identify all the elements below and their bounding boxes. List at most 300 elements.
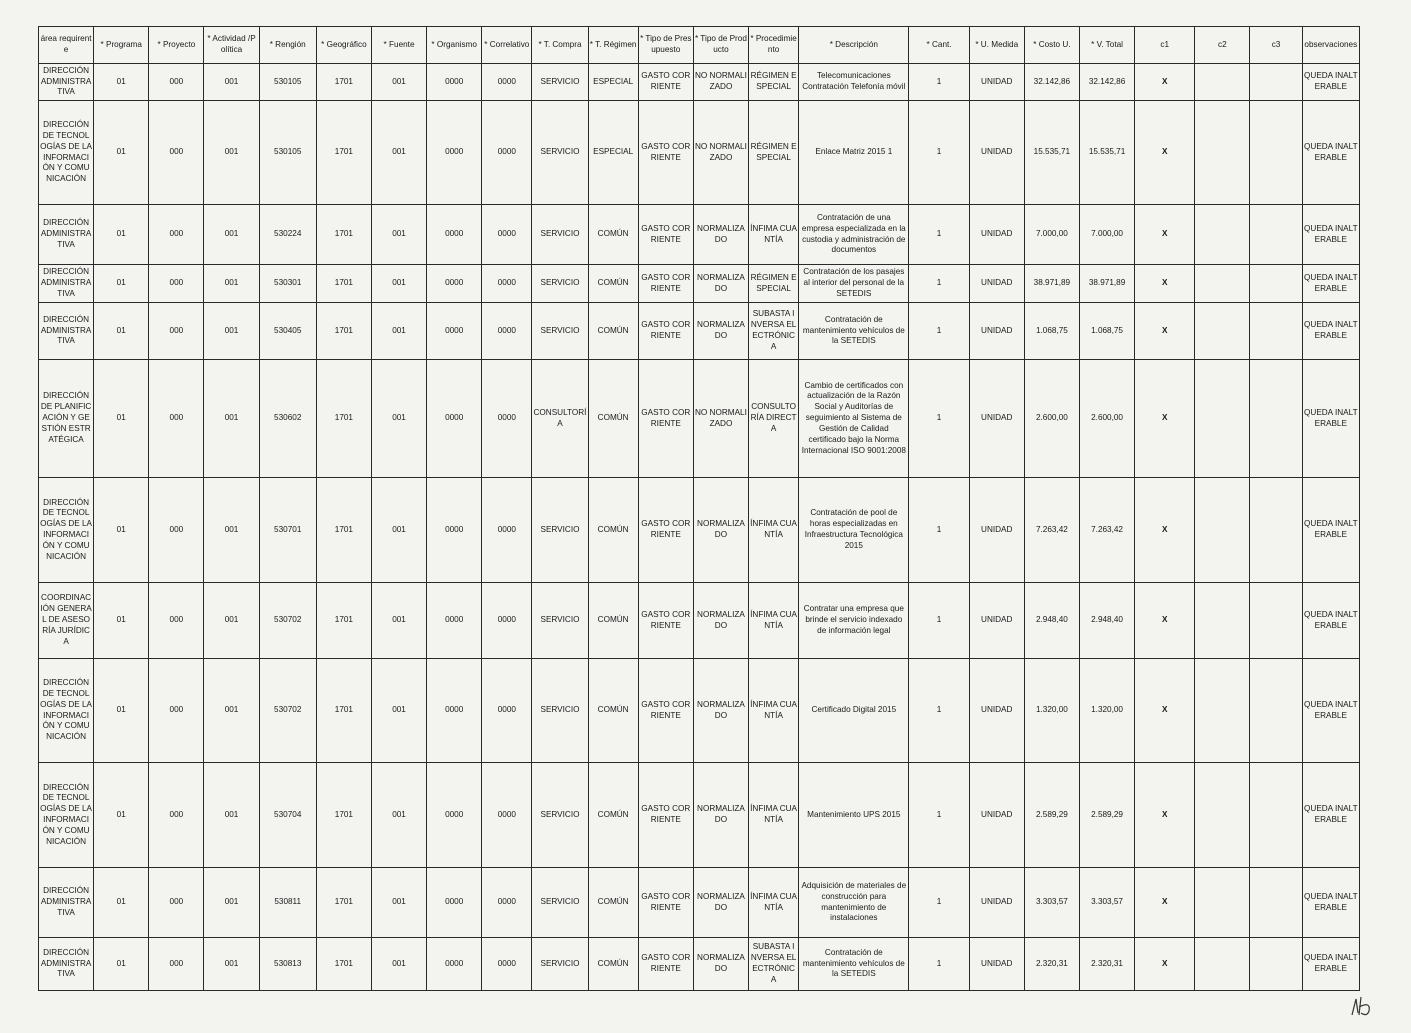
cell-medida: UNIDAD: [969, 205, 1024, 265]
cell-obs: QUEDA INALTERABLE: [1302, 478, 1359, 583]
cell-producto: NORMALIZADO: [693, 265, 748, 303]
cell-actividad: 001: [204, 360, 259, 478]
cell-obs: QUEDA INALTERABLE: [1302, 938, 1359, 991]
cell-fuente: 001: [371, 478, 426, 583]
table-row: [39, 583, 1360, 659]
cell-c3: [1250, 360, 1302, 478]
cell-programa: 01: [94, 763, 149, 868]
header-medida: * U. Medida: [969, 27, 1024, 64]
cell-fuente: 001: [371, 763, 426, 868]
cell-regimen: COMÚN: [588, 360, 638, 478]
cell-procedimiento: ÍNFIMA CUANTÍA: [749, 583, 799, 659]
cell-compra: SERVICIO: [532, 938, 588, 991]
cell-c2: [1195, 583, 1250, 659]
cell-proyecto: 000: [149, 659, 204, 763]
cell-programa: 01: [94, 868, 149, 938]
cell-actividad: 001: [204, 265, 259, 303]
cell-correlativo: 0000: [482, 265, 532, 303]
header-proyecto: * Proyecto: [149, 27, 204, 64]
cell-medida: UNIDAD: [969, 868, 1024, 938]
cell-c1: X: [1135, 868, 1195, 938]
cell-programa: 01: [94, 659, 149, 763]
cell-fuente: 001: [371, 583, 426, 659]
cell-renglon: 530702: [259, 659, 316, 763]
table-row: [39, 478, 1360, 583]
cell-geografico: 1701: [316, 583, 371, 659]
cell-actividad: 001: [204, 763, 259, 868]
cell-area: DIRECCIÓN ADMINISTRATIVA: [39, 938, 94, 991]
cell-c1: X: [1135, 763, 1195, 868]
cell-actividad: 001: [204, 938, 259, 991]
cell-presupuesto: GASTO CORRIENTE: [638, 265, 693, 303]
cell-presupuesto: GASTO CORRIENTE: [638, 868, 693, 938]
table-row: [39, 868, 1360, 938]
cell-proyecto: 000: [149, 868, 204, 938]
cell-costo: 2.589,29: [1024, 763, 1079, 868]
cell-organismo: 0000: [427, 763, 482, 868]
cell-cant: 1: [909, 583, 969, 659]
cell-programa: 01: [94, 583, 149, 659]
cell-compra: SERVICIO: [532, 583, 588, 659]
cell-renglon: 530602: [259, 360, 316, 478]
cell-presupuesto: GASTO CORRIENTE: [638, 303, 693, 360]
table-row: [39, 205, 1360, 265]
cell-c2: [1195, 101, 1250, 205]
cell-c3: [1250, 64, 1302, 101]
cell-geografico: 1701: [316, 265, 371, 303]
cell-programa: 01: [94, 938, 149, 991]
cell-c3: [1250, 478, 1302, 583]
cell-total: 2.589,29: [1079, 763, 1134, 868]
header-c3: c3: [1250, 27, 1302, 64]
cell-fuente: 001: [371, 303, 426, 360]
cell-c3: [1250, 205, 1302, 265]
cell-area: DIRECCIÓN DE PLANIFICACIÓN Y GESTIÓN ESTRATÉGICA: [39, 360, 94, 478]
cell-actividad: 001: [204, 101, 259, 205]
table-row: [39, 938, 1360, 991]
initials-signature-icon: [1349, 993, 1383, 1019]
cell-total: 3.303,57: [1079, 868, 1134, 938]
cell-procedimiento: RÉGIMEN ESPECIAL: [749, 265, 799, 303]
cell-organismo: 0000: [427, 64, 482, 101]
cell-c2: [1195, 265, 1250, 303]
cell-proyecto: 000: [149, 938, 204, 991]
cell-regimen: COMÚN: [588, 205, 638, 265]
cell-proyecto: 000: [149, 101, 204, 205]
cell-renglon: 530701: [259, 478, 316, 583]
cell-correlativo: 0000: [482, 938, 532, 991]
cell-fuente: 001: [371, 868, 426, 938]
cell-c2: [1195, 64, 1250, 101]
cell-organismo: 0000: [427, 265, 482, 303]
cell-c2: [1195, 360, 1250, 478]
cell-proyecto: 000: [149, 583, 204, 659]
cell-procedimiento: ÍNFIMA CUANTÍA: [749, 763, 799, 868]
cell-descripcion: Adquisición de materiales de construcción para mantenimiento de instalaciones: [799, 868, 909, 938]
cell-total: 7.263,42: [1079, 478, 1134, 583]
cell-presupuesto: GASTO CORRIENTE: [638, 478, 693, 583]
cell-costo: 2.600,00: [1024, 360, 1079, 478]
table-row: [39, 101, 1360, 205]
cell-organismo: 0000: [427, 205, 482, 265]
cell-descripcion: Telecomunicaciones Contratación Telefonía móvil: [799, 64, 909, 101]
cell-c3: [1250, 303, 1302, 360]
cell-total: 2.320,31: [1079, 938, 1134, 991]
cell-area: DIRECCIÓN ADMINISTRATIVA: [39, 303, 94, 360]
cell-presupuesto: GASTO CORRIENTE: [638, 659, 693, 763]
cell-regimen: COMÚN: [588, 763, 638, 868]
cell-programa: 01: [94, 265, 149, 303]
cell-correlativo: 0000: [482, 303, 532, 360]
cell-fuente: 001: [371, 101, 426, 205]
cell-c3: [1250, 763, 1302, 868]
cell-procedimiento: RÉGIMEN ESPECIAL: [749, 101, 799, 205]
cell-compra: SERVICIO: [532, 303, 588, 360]
cell-cant: 1: [909, 360, 969, 478]
cell-geografico: 1701: [316, 303, 371, 360]
header-costo: * Costo U.: [1024, 27, 1079, 64]
cell-producto: NORMALIZADO: [693, 303, 748, 360]
table-row: [39, 360, 1360, 478]
cell-programa: 01: [94, 478, 149, 583]
cell-proyecto: 000: [149, 360, 204, 478]
cell-total: 1.068,75: [1079, 303, 1134, 360]
procurement-table: [38, 26, 1360, 991]
cell-area: DIRECCIÓN DE TECNOLOGÍAS DE LA INFORMACIÓN Y COMUNICACIÓN: [39, 101, 94, 205]
cell-procedimiento: CONSULTORÍA DIRECTA: [749, 360, 799, 478]
cell-procedimiento: SUBASTA INVERSA ELECTRÓNICA: [749, 303, 799, 360]
header-observaciones: observaciones: [1302, 27, 1359, 64]
cell-medida: UNIDAD: [969, 265, 1024, 303]
cell-producto: NO NORMALIZADO: [693, 360, 748, 478]
cell-medida: UNIDAD: [969, 659, 1024, 763]
header-regimen: * T. Régimen: [588, 27, 638, 64]
cell-producto: NORMALIZADO: [693, 205, 748, 265]
cell-organismo: 0000: [427, 478, 482, 583]
cell-cant: 1: [909, 868, 969, 938]
cell-costo: 32.142,86: [1024, 64, 1079, 101]
cell-descripcion: Certificado Digital 2015: [799, 659, 909, 763]
cell-c1: X: [1135, 303, 1195, 360]
header-cant: * Cant.: [909, 27, 969, 64]
cell-c1: X: [1135, 659, 1195, 763]
cell-cant: 1: [909, 101, 969, 205]
cell-c2: [1195, 763, 1250, 868]
cell-programa: 01: [94, 360, 149, 478]
cell-obs: QUEDA INALTERABLE: [1302, 360, 1359, 478]
cell-presupuesto: GASTO CORRIENTE: [638, 763, 693, 868]
header-geografico: * Geográfico: [316, 27, 371, 64]
cell-costo: 2.320,31: [1024, 938, 1079, 991]
cell-compra: SERVICIO: [532, 478, 588, 583]
cell-renglon: 530702: [259, 583, 316, 659]
cell-area: DIRECCIÓN ADMINISTRATIVA: [39, 265, 94, 303]
cell-c1: X: [1135, 938, 1195, 991]
cell-organismo: 0000: [427, 938, 482, 991]
cell-total: 1.320,00: [1079, 659, 1134, 763]
cell-total: 7.000,00: [1079, 205, 1134, 265]
cell-actividad: 001: [204, 583, 259, 659]
table-row: [39, 64, 1360, 101]
cell-regimen: COMÚN: [588, 938, 638, 991]
cell-c3: [1250, 659, 1302, 763]
cell-costo: 7.263,42: [1024, 478, 1079, 583]
cell-organismo: 0000: [427, 583, 482, 659]
cell-compra: SERVICIO: [532, 659, 588, 763]
cell-area: DIRECCIÓN DE TECNOLOGÍAS DE LA INFORMACIÓN Y COMUNICACIÓN: [39, 659, 94, 763]
header-presupuesto: * Tipo de Presupuesto: [638, 27, 693, 64]
cell-costo: 1.068,75: [1024, 303, 1079, 360]
cell-costo: 1.320,00: [1024, 659, 1079, 763]
procurement-sheet: [38, 26, 1360, 991]
cell-regimen: COMÚN: [588, 303, 638, 360]
cell-descripcion: Contratación de los pasajes al interior del personal de la SETEDIS: [799, 265, 909, 303]
cell-fuente: 001: [371, 64, 426, 101]
cell-cant: 1: [909, 265, 969, 303]
cell-cant: 1: [909, 938, 969, 991]
cell-descripcion: Contratar una empresa que brinde el servicio indexado de información legal: [799, 583, 909, 659]
cell-geografico: 1701: [316, 763, 371, 868]
header-fuente: * Fuente: [371, 27, 426, 64]
cell-costo: 15.535,71: [1024, 101, 1079, 205]
cell-correlativo: 0000: [482, 478, 532, 583]
cell-c3: [1250, 583, 1302, 659]
cell-regimen: COMÚN: [588, 583, 638, 659]
cell-c3: [1250, 265, 1302, 303]
cell-correlativo: 0000: [482, 360, 532, 478]
cell-proyecto: 000: [149, 478, 204, 583]
cell-total: 38.971,89: [1079, 265, 1134, 303]
cell-cant: 1: [909, 205, 969, 265]
header-c1: c1: [1135, 27, 1195, 64]
cell-compra: SERVICIO: [532, 763, 588, 868]
cell-fuente: 001: [371, 205, 426, 265]
cell-producto: NO NORMALIZADO: [693, 64, 748, 101]
cell-renglon: 530105: [259, 101, 316, 205]
table-row: [39, 659, 1360, 763]
header-renglon: * Rengión: [259, 27, 316, 64]
cell-presupuesto: GASTO CORRIENTE: [638, 101, 693, 205]
header-actividad: * Actividad /Política: [204, 27, 259, 64]
cell-renglon: 530405: [259, 303, 316, 360]
cell-presupuesto: GASTO CORRIENTE: [638, 360, 693, 478]
cell-c2: [1195, 868, 1250, 938]
cell-producto: NORMALIZADO: [693, 763, 748, 868]
cell-costo: 7.000,00: [1024, 205, 1079, 265]
header-total: * V. Total: [1079, 27, 1134, 64]
cell-medida: UNIDAD: [969, 303, 1024, 360]
cell-regimen: COMÚN: [588, 265, 638, 303]
cell-proyecto: 000: [149, 763, 204, 868]
cell-obs: QUEDA INALTERABLE: [1302, 868, 1359, 938]
cell-geografico: 1701: [316, 205, 371, 265]
cell-compra: SERVICIO: [532, 101, 588, 205]
cell-renglon: 530811: [259, 868, 316, 938]
cell-actividad: 001: [204, 478, 259, 583]
cell-renglon: 530301: [259, 265, 316, 303]
cell-obs: QUEDA INALTERABLE: [1302, 583, 1359, 659]
header-descripcion: * Descripción: [799, 27, 909, 64]
cell-obs: QUEDA INALTERABLE: [1302, 303, 1359, 360]
cell-geografico: 1701: [316, 360, 371, 478]
cell-compra: SERVICIO: [532, 64, 588, 101]
cell-geografico: 1701: [316, 659, 371, 763]
cell-renglon: 530224: [259, 205, 316, 265]
cell-c3: [1250, 101, 1302, 205]
cell-proyecto: 000: [149, 303, 204, 360]
cell-compra: SERVICIO: [532, 868, 588, 938]
cell-area: DIRECCIÓN ADMINISTRATIVA: [39, 64, 94, 101]
table-row: [39, 303, 1360, 360]
cell-geografico: 1701: [316, 64, 371, 101]
header-procedimiento: * Procedimiento: [749, 27, 799, 64]
cell-cant: 1: [909, 659, 969, 763]
cell-producto: NO NORMALIZADO: [693, 101, 748, 205]
cell-renglon: 530105: [259, 64, 316, 101]
cell-presupuesto: GASTO CORRIENTE: [638, 583, 693, 659]
cell-costo: 3.303,57: [1024, 868, 1079, 938]
cell-c1: X: [1135, 360, 1195, 478]
cell-medida: UNIDAD: [969, 64, 1024, 101]
cell-obs: QUEDA INALTERABLE: [1302, 64, 1359, 101]
cell-total: 2.600,00: [1079, 360, 1134, 478]
cell-c3: [1250, 868, 1302, 938]
cell-costo: 2.948,40: [1024, 583, 1079, 659]
header-producto: * Tipo de Producto: [693, 27, 748, 64]
cell-fuente: 001: [371, 360, 426, 478]
cell-geografico: 1701: [316, 478, 371, 583]
cell-correlativo: 0000: [482, 205, 532, 265]
cell-c1: X: [1135, 583, 1195, 659]
cell-c2: [1195, 205, 1250, 265]
cell-medida: UNIDAD: [969, 763, 1024, 868]
cell-procedimiento: ÍNFIMA CUANTÍA: [749, 205, 799, 265]
cell-presupuesto: GASTO CORRIENTE: [638, 938, 693, 991]
cell-regimen: ESPECIAL: [588, 64, 638, 101]
cell-descripcion: Mantenimiento UPS 2015: [799, 763, 909, 868]
cell-compra: SERVICIO: [532, 205, 588, 265]
cell-programa: 01: [94, 64, 149, 101]
cell-correlativo: 0000: [482, 763, 532, 868]
cell-proyecto: 000: [149, 205, 204, 265]
cell-c1: X: [1135, 101, 1195, 205]
cell-programa: 01: [94, 101, 149, 205]
cell-actividad: 001: [204, 205, 259, 265]
cell-organismo: 0000: [427, 659, 482, 763]
cell-regimen: COMÚN: [588, 868, 638, 938]
cell-programa: 01: [94, 303, 149, 360]
header-correlativo: * Correlativo: [482, 27, 532, 64]
cell-c1: X: [1135, 205, 1195, 265]
cell-fuente: 001: [371, 659, 426, 763]
cell-c2: [1195, 478, 1250, 583]
cell-producto: NORMALIZADO: [693, 583, 748, 659]
cell-renglon: 530813: [259, 938, 316, 991]
cell-total: 32.142,86: [1079, 64, 1134, 101]
cell-area: DIRECCIÓN DE TECNOLOGÍAS DE LA INFORMACIÓN Y COMUNICACIÓN: [39, 478, 94, 583]
cell-geografico: 1701: [316, 101, 371, 205]
table-row: [39, 763, 1360, 868]
cell-obs: QUEDA INALTERABLE: [1302, 659, 1359, 763]
cell-cant: 1: [909, 478, 969, 583]
cell-descripcion: Contratación de pool de horas especializadas en Infraestructura Tecnológica 2015: [799, 478, 909, 583]
cell-area: DIRECCIÓN ADMINISTRATIVA: [39, 868, 94, 938]
cell-medida: UNIDAD: [969, 583, 1024, 659]
cell-c2: [1195, 938, 1250, 991]
cell-actividad: 001: [204, 659, 259, 763]
cell-cant: 1: [909, 64, 969, 101]
cell-c2: [1195, 659, 1250, 763]
cell-correlativo: 0000: [482, 583, 532, 659]
header-row: [39, 27, 1360, 64]
cell-c1: X: [1135, 265, 1195, 303]
cell-c1: X: [1135, 478, 1195, 583]
cell-cant: 1: [909, 303, 969, 360]
cell-compra: SERVICIO: [532, 265, 588, 303]
cell-descripcion: Enlace Matriz 2015 1: [799, 101, 909, 205]
cell-programa: 01: [94, 205, 149, 265]
cell-organismo: 0000: [427, 360, 482, 478]
cell-fuente: 001: [371, 265, 426, 303]
cell-proyecto: 000: [149, 64, 204, 101]
cell-area: DIRECCIÓN DE TECNOLOGÍAS DE LA INFORMACIÓN Y COMUNICACIÓN: [39, 763, 94, 868]
cell-fuente: 001: [371, 938, 426, 991]
cell-presupuesto: GASTO CORRIENTE: [638, 205, 693, 265]
cell-correlativo: 0000: [482, 64, 532, 101]
cell-actividad: 001: [204, 303, 259, 360]
cell-obs: QUEDA INALTERABLE: [1302, 205, 1359, 265]
cell-descripcion: Cambio de certificados con actualización de la Razón Social y Auditorías de seguimiento al Sistema de Gestión de Calidad certificado bajo la Norma Internacional ISO 9001:2008: [799, 360, 909, 478]
cell-total: 15.535,71: [1079, 101, 1134, 205]
cell-area: DIRECCIÓN ADMINISTRATIVA: [39, 205, 94, 265]
cell-descripcion: Contratación de una empresa especializada en la custodia y administración de documentos: [799, 205, 909, 265]
cell-regimen: ESPECIAL: [588, 101, 638, 205]
cell-geografico: 1701: [316, 938, 371, 991]
cell-c2: [1195, 303, 1250, 360]
cell-actividad: 001: [204, 868, 259, 938]
cell-correlativo: 0000: [482, 868, 532, 938]
cell-producto: NORMALIZADO: [693, 938, 748, 991]
cell-procedimiento: ÍNFIMA CUANTÍA: [749, 478, 799, 583]
cell-correlativo: 0000: [482, 659, 532, 763]
cell-proyecto: 000: [149, 265, 204, 303]
cell-c1: X: [1135, 64, 1195, 101]
cell-total: 2.948,40: [1079, 583, 1134, 659]
cell-area: COORDINACIÓN GENERAL DE ASESORÍA JURÍDICA: [39, 583, 94, 659]
cell-cant: 1: [909, 763, 969, 868]
cell-procedimiento: RÉGIMEN ESPECIAL: [749, 64, 799, 101]
header-c2: c2: [1195, 27, 1250, 64]
cell-medida: UNIDAD: [969, 360, 1024, 478]
cell-producto: NORMALIZADO: [693, 478, 748, 583]
cell-obs: QUEDA INALTERABLE: [1302, 101, 1359, 205]
header-area: área requirente: [39, 27, 94, 64]
cell-presupuesto: GASTO CORRIENTE: [638, 64, 693, 101]
cell-costo: 38.971,89: [1024, 265, 1079, 303]
cell-producto: NORMALIZADO: [693, 868, 748, 938]
cell-procedimiento: ÍNFIMA CUANTÍA: [749, 868, 799, 938]
table-row: [39, 265, 1360, 303]
cell-medida: UNIDAD: [969, 101, 1024, 205]
table-body: [39, 64, 1360, 991]
cell-descripcion: Contratación de mantenimiento vehículos de la SETEDIS: [799, 303, 909, 360]
cell-regimen: COMÚN: [588, 659, 638, 763]
header-organismo: * Organismo: [427, 27, 482, 64]
cell-geografico: 1701: [316, 868, 371, 938]
cell-producto: NORMALIZADO: [693, 659, 748, 763]
header-compra: * T. Compra: [532, 27, 588, 64]
cell-renglon: 530704: [259, 763, 316, 868]
